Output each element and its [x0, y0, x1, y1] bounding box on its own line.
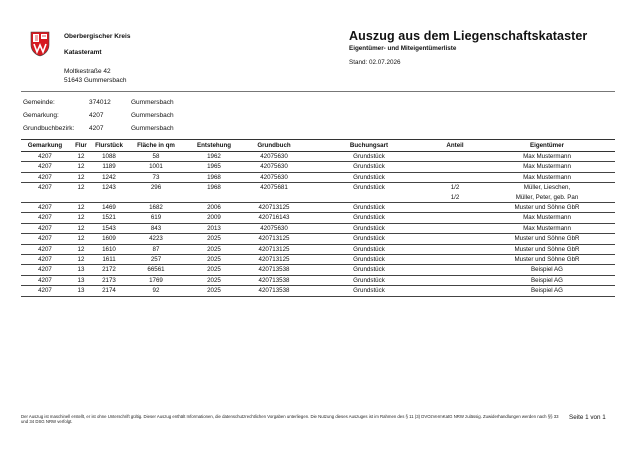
cell-anteil — [431, 223, 479, 233]
cell-anteil — [431, 183, 479, 203]
cell-buchungsart: Grundstück — [307, 255, 431, 265]
page-number: Seite 1 von 1 — [569, 414, 606, 421]
cell-eigentuemer — [479, 255, 615, 265]
cell-gemarkung: 4207 — [21, 172, 69, 182]
cell-eigentuemer — [479, 223, 615, 233]
cell-entstehung: 1968 — [187, 172, 241, 182]
cell-eigentuemer — [479, 234, 615, 244]
cell-grundbuch: 420713125 — [241, 234, 307, 244]
cell-gemarkung: 4207 — [21, 255, 69, 265]
document-subtitle: Eigentümer- und Miteigentümerliste — [349, 45, 457, 52]
cell-eigentuemer — [479, 162, 615, 172]
table-row — [21, 183, 615, 203]
cell-gemarkung: 4207 — [21, 152, 69, 162]
cell-flurstueck: 1521 — [93, 213, 125, 223]
cell-gemarkung: 4207 — [21, 183, 69, 203]
cell-flur: 12 — [69, 172, 93, 182]
cell-flur: 13 — [69, 286, 93, 296]
cell-gemarkung: 4207 — [21, 203, 69, 213]
cell-grundbuch: 420713125 — [241, 244, 307, 254]
cell-flurstueck: 1609 — [93, 234, 125, 244]
cell-flur: 12 — [69, 223, 93, 233]
meta-code-gemeinde: 374012 — [89, 99, 111, 106]
cell-flurstueck: 1243 — [93, 183, 125, 203]
cell-flurstueck: 1088 — [93, 152, 125, 162]
cell-anteil — [431, 162, 479, 172]
table-row — [21, 244, 615, 254]
cell-flaeche: 73 — [125, 172, 187, 182]
cell-flaeche: 1682 — [125, 203, 187, 213]
meta-label-grundbuchbezirk: Grundbuchbezirk: — [23, 125, 75, 132]
cell-flaeche: 92 — [125, 286, 187, 296]
meta-code-gemarkung: 4207 — [89, 112, 104, 119]
owner-name: Beispiel AG — [531, 287, 563, 295]
cell-gemarkung: 4207 — [21, 265, 69, 275]
cell-buchungsart: Grundstück — [307, 275, 431, 285]
cell-entstehung: 2025 — [187, 255, 241, 265]
table-row — [21, 265, 615, 275]
cell-anteil — [431, 203, 479, 213]
owner-name: Muster und Söhne GbR — [514, 245, 580, 253]
cell-flur: 12 — [69, 162, 93, 172]
cell-eigentuemer — [479, 203, 615, 213]
cell-entstehung: 2009 — [187, 213, 241, 223]
column-header-flur: Flur — [69, 140, 93, 152]
owner-name: Beispiel AG — [531, 276, 563, 284]
cell-flaeche: 4223 — [125, 234, 187, 244]
cell-flaeche: 58 — [125, 152, 187, 162]
cell-buchungsart: Grundstück — [307, 286, 431, 296]
cell-anteil — [431, 286, 479, 296]
cell-gemarkung: 4207 — [21, 244, 69, 254]
meta-name-gemeinde: Gummersbach — [131, 99, 174, 106]
cell-entstehung: 2025 — [187, 244, 241, 254]
table-row — [21, 234, 615, 244]
cell-flur: 12 — [69, 234, 93, 244]
anteil-value: 1/2 — [450, 184, 460, 192]
table-row — [21, 152, 615, 162]
legal-disclaimer: Der Auszug ist maschinell erstellt, er ist ohne Unterschrift gültig. Dieser Auszug enthält Informationen, die datenschutzrechtlichen Vorgaben unterliegen. Die Nutzung dieses Auszuges ist im Rahmen des § 11 (3) DVOzVermKatG NRW zulässig. Zuwiderhandlungen werden nach §§ 33 und 34 DSG NRW verfolgt. — [21, 414, 559, 425]
owner-name: Max Mustermann — [523, 224, 571, 232]
cell-eigentuemer — [479, 213, 615, 223]
cell-eigentuemer — [479, 172, 615, 182]
cell-eigentuemer — [479, 286, 615, 296]
cell-flaeche: 1001 — [125, 162, 187, 172]
cell-flurstueck: 1543 — [93, 223, 125, 233]
owner-name: Max Mustermann — [523, 214, 571, 222]
organization-name: Oberbergischer Kreis — [64, 33, 131, 40]
cell-flaeche: 843 — [125, 223, 187, 233]
owner-name: Beispiel AG — [531, 266, 563, 274]
cell-buchungsart: Grundstück — [307, 162, 431, 172]
cell-entstehung: 2013 — [187, 223, 241, 233]
cell-flur: 12 — [69, 213, 93, 223]
cell-anteil — [431, 172, 479, 182]
cell-grundbuch: 420713125 — [241, 255, 307, 265]
cell-buchungsart: Grundstück — [307, 152, 431, 162]
cell-entstehung: 2006 — [187, 203, 241, 213]
column-header-eigentuemer: Eigentümer — [479, 140, 615, 152]
cell-gemarkung: 4207 — [21, 286, 69, 296]
office-name: Katasteramt — [64, 49, 102, 56]
cell-flaeche: 619 — [125, 213, 187, 223]
cell-flur: 12 — [69, 152, 93, 162]
cell-grundbuch: 420713538 — [241, 275, 307, 285]
cell-entstehung: 2025 — [187, 265, 241, 275]
table-row — [21, 286, 615, 296]
cell-buchungsart: Grundstück — [307, 223, 431, 233]
header-divider — [21, 91, 615, 92]
table-header-row — [21, 140, 615, 152]
table-row — [21, 275, 615, 285]
cell-flur: 12 — [69, 244, 93, 254]
parcel-table — [21, 139, 615, 297]
cell-entstehung: 2025 — [187, 275, 241, 285]
cell-flaeche: 257 — [125, 255, 187, 265]
cell-grundbuch: 420716143 — [241, 213, 307, 223]
meta-label-gemeinde: Gemeinde: — [23, 99, 55, 106]
cell-buchungsart: Grundstück — [307, 244, 431, 254]
cell-flur: 13 — [69, 275, 93, 285]
table-row — [21, 162, 615, 172]
owner-name: Muster und Söhne GbR — [514, 256, 580, 264]
table-row — [21, 172, 615, 182]
cell-grundbuch: 42075630 — [241, 172, 307, 182]
cell-flurstueck: 1469 — [93, 203, 125, 213]
column-header-buchungsart: Buchungsart — [307, 140, 431, 152]
cell-eigentuemer — [479, 265, 615, 275]
cell-flaeche: 296 — [125, 183, 187, 203]
document-title: Auszug aus dem Liegenschaftskataster — [349, 29, 588, 43]
column-header-flurstueck: Flurstück — [93, 140, 125, 152]
column-header-entstehung: Entstehung — [187, 140, 241, 152]
cell-anteil — [431, 152, 479, 162]
cell-entstehung: 2025 — [187, 286, 241, 296]
address-street: Moltkestraße 42 — [64, 68, 111, 75]
cell-flurstueck: 2174 — [93, 286, 125, 296]
owner-name: Max Mustermann — [523, 173, 571, 181]
cell-anteil — [431, 275, 479, 285]
cell-flurstueck: 1242 — [93, 172, 125, 182]
cell-flaeche: 1769 — [125, 275, 187, 285]
cell-eigentuemer — [479, 275, 615, 285]
cell-eigentuemer — [479, 152, 615, 162]
cell-buchungsart: Grundstück — [307, 265, 431, 275]
cell-grundbuch: 420713125 — [241, 203, 307, 213]
cell-buchungsart: Grundstück — [307, 213, 431, 223]
address-city: 51643 Gummersbach — [64, 77, 127, 84]
cell-entstehung: 1965 — [187, 162, 241, 172]
cell-buchungsart: Grundstück — [307, 172, 431, 182]
owner-name: Max Mustermann — [523, 153, 571, 160]
owner-name: Muster und Söhne GbR — [514, 204, 580, 212]
cell-flurstueck: 1610 — [93, 244, 125, 254]
cell-buchungsart: Grundstück — [307, 183, 431, 203]
cell-grundbuch: 420713538 — [241, 265, 307, 275]
cell-buchungsart: Grundstück — [307, 203, 431, 213]
cell-anteil — [431, 234, 479, 244]
cell-anteil — [431, 213, 479, 223]
cell-gemarkung: 4207 — [21, 162, 69, 172]
cell-eigentuemer — [479, 244, 615, 254]
cell-flurstueck: 2173 — [93, 275, 125, 285]
owner-name: Max Mustermann — [523, 163, 571, 171]
owner-name: Müller, Peter, geb. Pan — [515, 193, 579, 201]
owner-name: Muster und Söhne GbR — [514, 235, 580, 243]
column-header-anteil: Anteil — [431, 140, 479, 152]
cell-flurstueck: 1611 — [93, 255, 125, 265]
table-row — [21, 223, 615, 233]
cell-gemarkung: 4207 — [21, 234, 69, 244]
cell-anteil — [431, 244, 479, 254]
cell-grundbuch: 42075630 — [241, 223, 307, 233]
cell-grundbuch: 42075681 — [241, 183, 307, 203]
cell-anteil — [431, 265, 479, 275]
cell-buchungsart: Grundstück — [307, 234, 431, 244]
cell-gemarkung: 4207 — [21, 275, 69, 285]
column-header-grundbuch: Grundbuch — [241, 140, 307, 152]
document-date: Stand: 02.07.2026 — [349, 59, 401, 66]
anteil-value: 1/2 — [450, 193, 460, 201]
cell-anteil — [431, 255, 479, 265]
table-row — [21, 213, 615, 223]
cell-grundbuch: 420713538 — [241, 286, 307, 296]
cell-flurstueck: 2172 — [93, 265, 125, 275]
cell-entstehung: 1968 — [187, 183, 241, 203]
cell-grundbuch: 42075630 — [241, 162, 307, 172]
parcel-table-body — [21, 152, 615, 297]
cell-flurstueck: 1189 — [93, 162, 125, 172]
cell-flur: 12 — [69, 203, 93, 213]
cell-entstehung: 1962 — [187, 152, 241, 162]
cell-flaeche: 66561 — [125, 265, 187, 275]
cell-flaeche: 87 — [125, 244, 187, 254]
cell-gemarkung: 4207 — [21, 213, 69, 223]
cell-flur: 12 — [69, 183, 93, 203]
cell-entstehung: 2025 — [187, 234, 241, 244]
column-header-gemarkung: Gemarkung — [21, 140, 69, 152]
table-row — [21, 255, 615, 265]
meta-name-grundbuchbezirk: Gummersbach — [131, 125, 174, 132]
meta-label-gemarkung: Gemarkung: — [23, 112, 59, 119]
cell-eigentuemer — [479, 183, 615, 203]
coat-of-arms-icon — [30, 31, 50, 57]
cell-gemarkung: 4207 — [21, 223, 69, 233]
cell-grundbuch: 42075630 — [241, 152, 307, 162]
table-row — [21, 203, 615, 213]
cell-flur: 12 — [69, 255, 93, 265]
owner-name: Müller, Lieschen, — [523, 184, 571, 192]
meta-code-grundbuchbezirk: 4207 — [89, 125, 104, 132]
cell-flur: 13 — [69, 265, 93, 275]
meta-name-gemarkung: Gummersbach — [131, 112, 174, 119]
column-header-flaeche: Fläche in qm — [125, 140, 187, 152]
